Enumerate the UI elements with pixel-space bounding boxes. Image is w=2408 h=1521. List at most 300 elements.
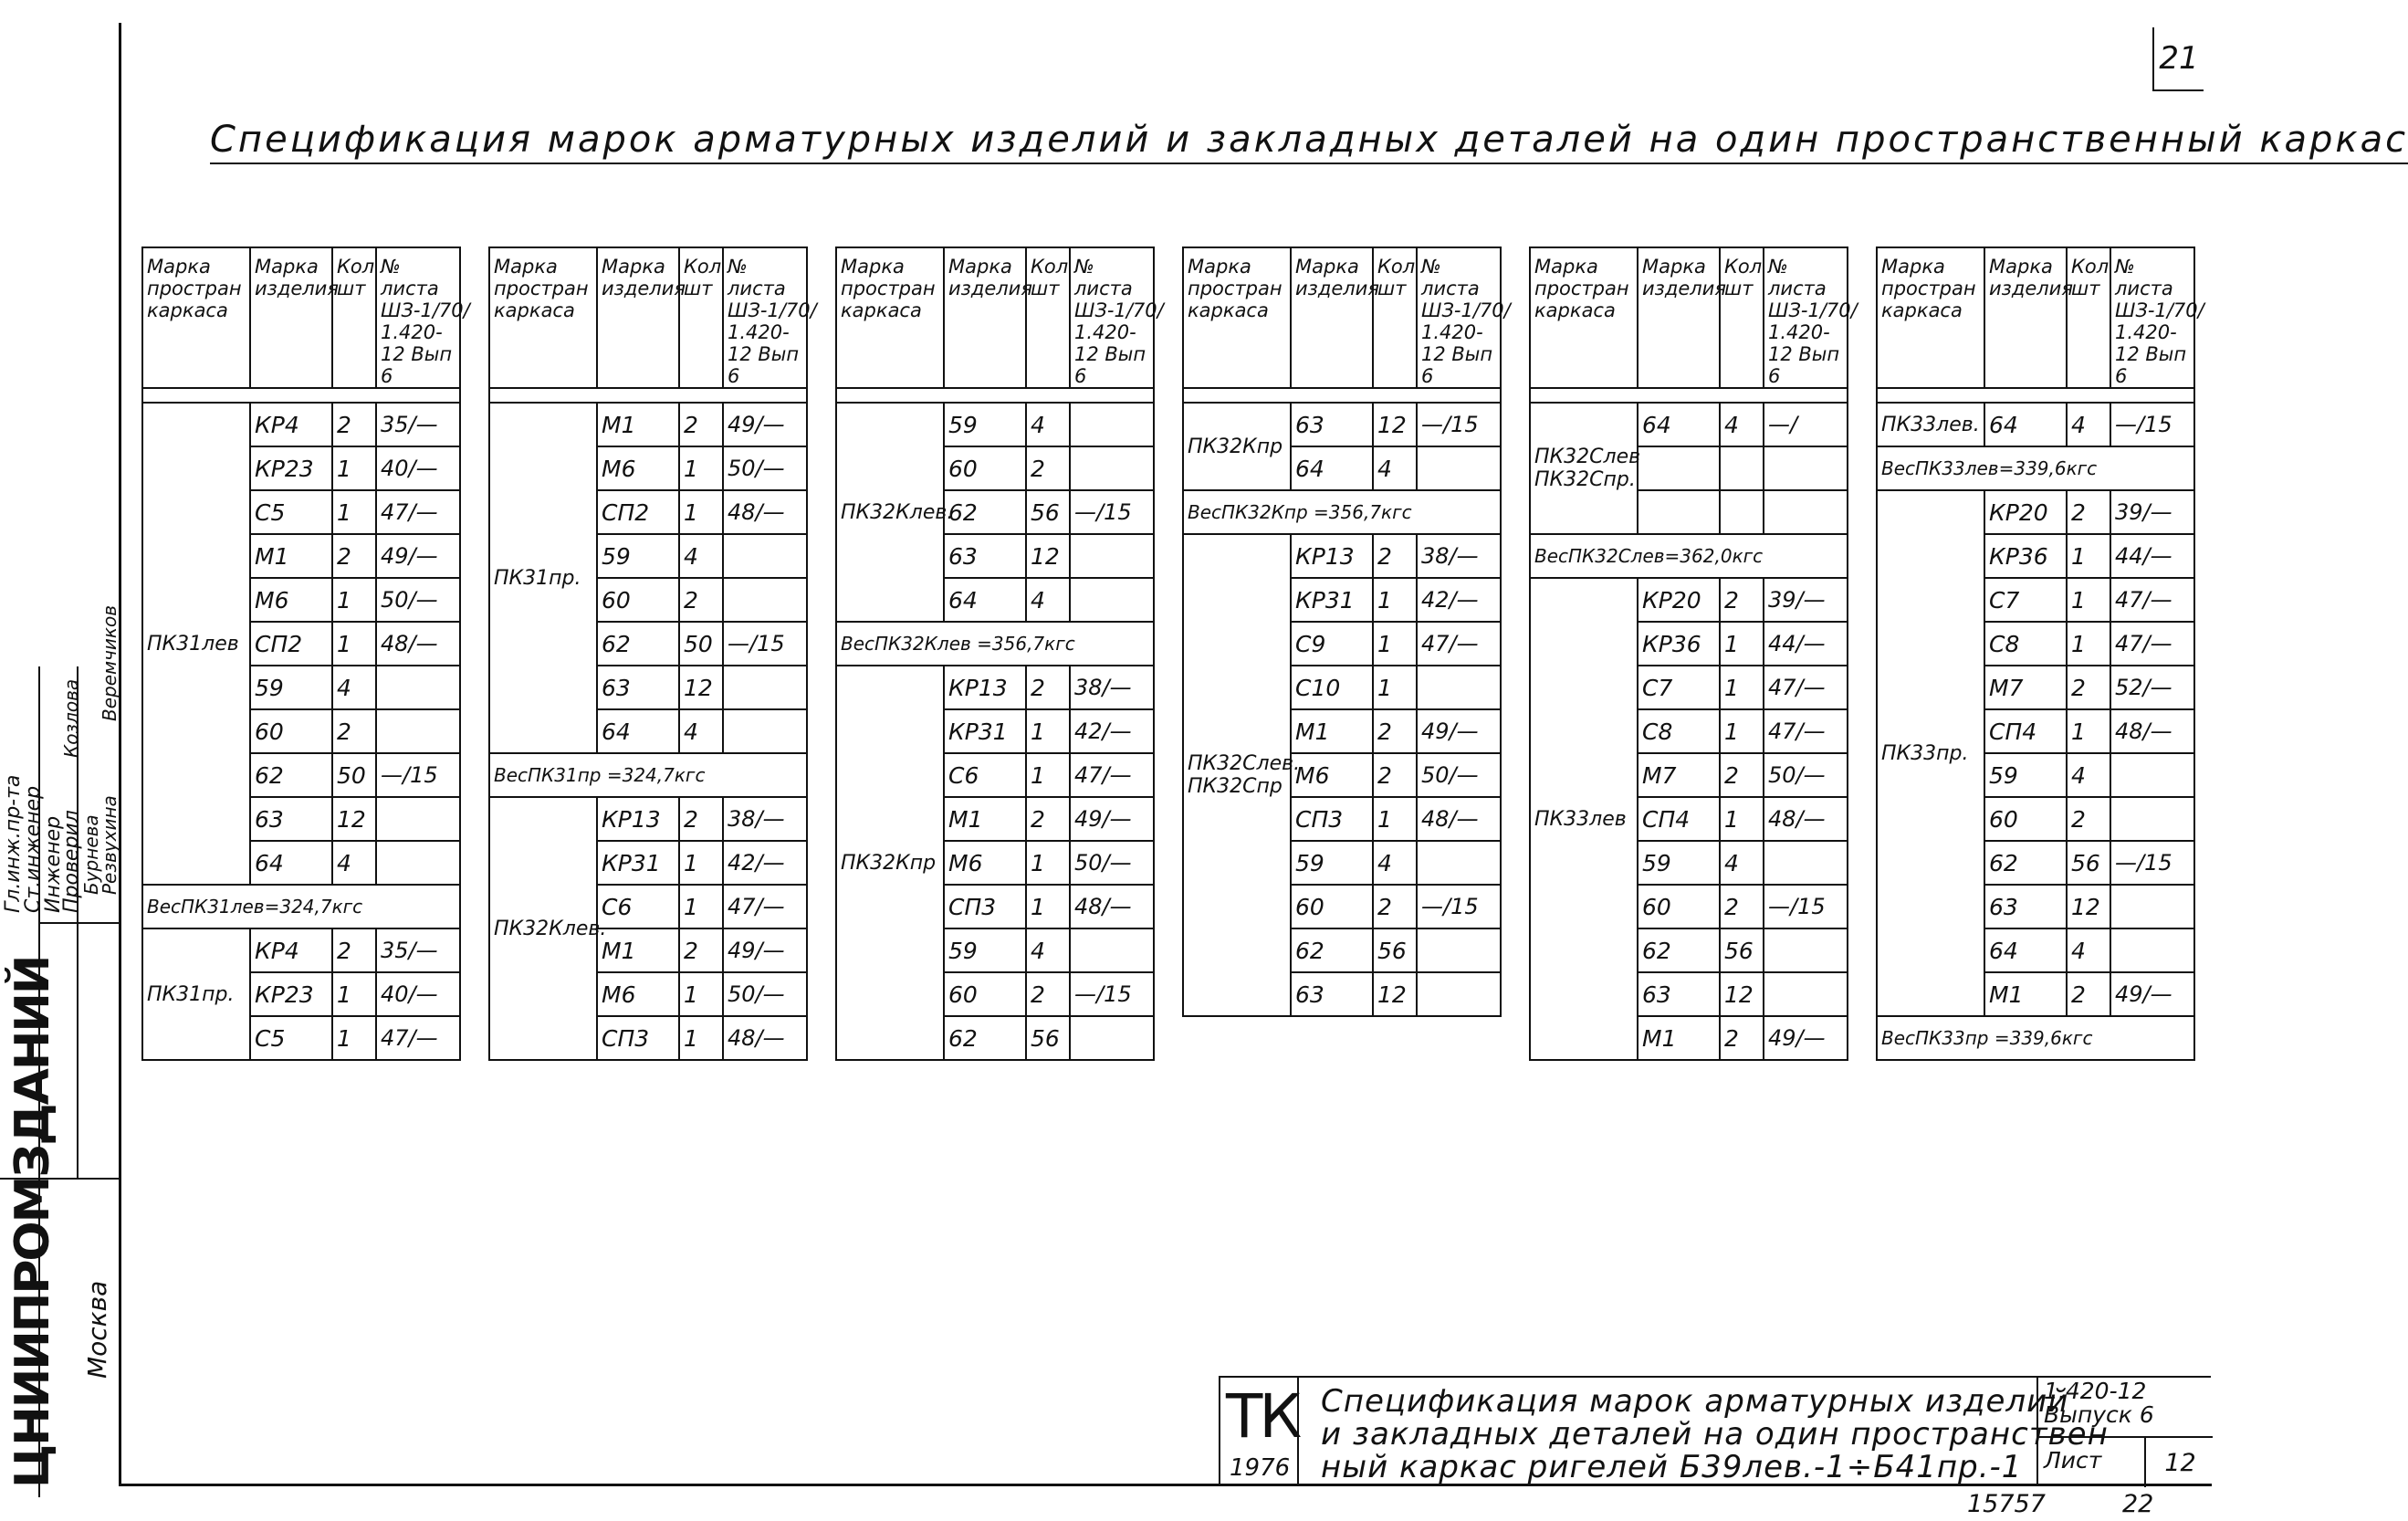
- table-row: [836, 403, 1154, 446]
- sheet-ref-cell: [1070, 534, 1154, 578]
- qty-cell: 1: [679, 972, 723, 1016]
- item-mark-cell: СП2: [250, 622, 332, 666]
- weight-cell: ВесПК31лев=324,7кгс: [142, 885, 460, 928]
- stamp-role-4: Проверил: [60, 810, 83, 913]
- sheet-ref-cell: [723, 666, 807, 709]
- sheet-ref-cell: 48/—: [723, 490, 807, 534]
- item-mark-cell: С5: [250, 490, 332, 534]
- desc-line-1: Спецификация марок арматурных изделий: [1321, 1383, 2069, 1420]
- qty-cell: 2: [1026, 446, 1070, 490]
- frame-mark-cell: ПК33лев.: [1877, 403, 1984, 446]
- item-mark-cell: СП3: [944, 885, 1026, 928]
- qty-cell: 1: [332, 446, 376, 490]
- sheet-ref-cell: —/15: [376, 753, 460, 797]
- qty-cell: 12: [332, 797, 376, 841]
- col-header-sheet: № листа ШЗ-1/70/ 1.420-12 Вып 6: [1070, 247, 1154, 388]
- weight-cell: ВесПК32Слев=362,0кгс: [1530, 534, 1848, 578]
- table-row: [1877, 403, 2194, 446]
- frame-mark-cell: ПК32Слев. ПК32Спр: [1183, 534, 1291, 1016]
- item-mark-cell: 62: [250, 753, 332, 797]
- spec-table-3: [835, 247, 1164, 1061]
- sheet-ref-cell: 49/—: [1070, 797, 1154, 841]
- qty-cell: 56: [1026, 1016, 1070, 1060]
- sheet-ref-cell: 35/—: [376, 403, 460, 446]
- qty-cell: 2: [2067, 666, 2110, 709]
- sheet-ref-cell: [1764, 928, 1848, 972]
- item-mark-cell: СП4: [1638, 797, 1720, 841]
- col-header-sheet: № листа ШЗ-1/70/ 1.420-12 Вып 6: [2110, 247, 2194, 388]
- page-number: 21: [2152, 27, 2204, 91]
- col-header-qty: Кол шт: [679, 247, 723, 388]
- title-block-code-cell: [2036, 1378, 2213, 1485]
- qty-cell: 1: [1720, 709, 1764, 753]
- qty-cell: 2: [679, 797, 723, 841]
- qty-cell: 2: [1026, 666, 1070, 709]
- spec-table-5: [1529, 247, 1858, 1061]
- qty-cell: 1: [332, 1016, 376, 1060]
- item-mark-cell: 63: [1291, 403, 1373, 446]
- frame-mark-cell: ПК33лев: [1530, 578, 1638, 1060]
- item-mark-cell: 63: [1638, 972, 1720, 1016]
- sheet-ref-cell: [2110, 753, 2194, 797]
- tk-logo: ТК: [1226, 1381, 1299, 1452]
- sheet-ref-cell: [376, 709, 460, 753]
- sheet-ref-cell: —/15: [1417, 403, 1501, 446]
- item-mark-cell: КР13: [944, 666, 1026, 709]
- item-mark-cell: [1638, 490, 1720, 534]
- table-row: [1530, 403, 1848, 446]
- item-mark-cell: М1: [1984, 972, 2067, 1016]
- item-mark-cell: 62: [1638, 928, 1720, 972]
- sheet-ref-cell: 48/—: [1764, 797, 1848, 841]
- stamp-role-1: Гл.инж.пр-та: [2, 774, 25, 913]
- item-mark-cell: М6: [597, 972, 679, 1016]
- item-mark-cell: КР23: [250, 972, 332, 1016]
- col-header-item: Марка изделия: [1291, 247, 1373, 388]
- frame-mark-cell: ПК32Кпр: [1183, 403, 1291, 490]
- item-mark-cell: С5: [250, 1016, 332, 1060]
- item-mark-cell: 64: [1291, 446, 1373, 490]
- sheet-ref-cell: —/15: [1764, 885, 1848, 928]
- item-mark-cell: 64: [597, 709, 679, 753]
- sheet-ref-cell: [1764, 841, 1848, 885]
- item-mark-cell: 62: [597, 622, 679, 666]
- sheet-ref-cell: 49/—: [1764, 1016, 1848, 1060]
- sheet-ref-cell: 47/—: [2110, 622, 2194, 666]
- qty-cell: 1: [1026, 841, 1070, 885]
- item-mark-cell: СП2: [597, 490, 679, 534]
- item-mark-cell: [1638, 446, 1720, 490]
- sheet-ref-cell: 42/—: [1070, 709, 1154, 753]
- item-mark-cell: СП3: [1291, 797, 1373, 841]
- qty-cell: 56: [1373, 928, 1417, 972]
- sheet-ref-cell: —/15: [1417, 885, 1501, 928]
- table-row: [142, 928, 460, 972]
- qty-cell: 12: [1373, 972, 1417, 1016]
- year: 1976: [1230, 1454, 1291, 1482]
- sheet-ref-cell: [723, 578, 807, 622]
- table-row: [1530, 578, 1848, 622]
- qty-cell: 1: [1373, 797, 1417, 841]
- col-header-qty: Кол шт: [1720, 247, 1764, 388]
- col-header-item: Марка изделия: [597, 247, 679, 388]
- qty-cell: 2: [1373, 709, 1417, 753]
- qty-cell: 2: [679, 403, 723, 446]
- qty-cell: 50: [679, 622, 723, 666]
- weight-cell: ВесПК33пр =339,6кгс: [1877, 1016, 2194, 1060]
- sheet-ref-cell: 48/—: [1417, 797, 1501, 841]
- weight-cell: ВесПК33лев=339,6кгс: [1877, 446, 2194, 490]
- sheet-ref-cell: 35/—: [376, 928, 460, 972]
- item-mark-cell: КР31: [597, 841, 679, 885]
- sheet-ref-cell: 47/—: [1070, 753, 1154, 797]
- qty-cell: 1: [332, 972, 376, 1016]
- header-gap: [1877, 388, 2194, 403]
- qty-cell: 12: [1026, 534, 1070, 578]
- sheet-ref-cell: [1417, 446, 1501, 490]
- item-mark-cell: 59: [944, 928, 1026, 972]
- qty-cell: 2: [332, 534, 376, 578]
- sheet-cell: [2038, 1436, 2213, 1487]
- tk-cell: [1220, 1378, 1299, 1485]
- sheet-ref-cell: —/15: [1070, 490, 1154, 534]
- qty-cell: 1: [679, 490, 723, 534]
- item-mark-cell: КР20: [1984, 490, 2067, 534]
- qty-cell: 1: [1720, 797, 1764, 841]
- weight-cell: ВесПК32Кпр =356,7кгс: [1183, 490, 1501, 534]
- item-mark-cell: М1: [597, 403, 679, 446]
- qty-cell: 2: [1026, 797, 1070, 841]
- sheet-ref-cell: [376, 797, 460, 841]
- qty-cell: 2: [1720, 753, 1764, 797]
- item-mark-cell: 60: [250, 709, 332, 753]
- desc-line-3: ный каркас ригелей Б39лев.-1÷Б41пр.-1: [1321, 1449, 2023, 1485]
- stamp-name-4: Веремчиков: [99, 604, 120, 721]
- stamp-name-2: Резвухина: [99, 795, 120, 895]
- col-header-item: Марка изделия: [944, 247, 1026, 388]
- sheet-ref-cell: 48/—: [2110, 709, 2194, 753]
- item-mark-cell: 60: [1984, 797, 2067, 841]
- sheet-ref-cell: —/15: [2110, 403, 2194, 446]
- table-row: [489, 797, 807, 841]
- sheet-ref-cell: 39/—: [2110, 490, 2194, 534]
- qty-cell: 1: [679, 1016, 723, 1060]
- sheet-ref-cell: [723, 709, 807, 753]
- qty-cell: 4: [2067, 753, 2110, 797]
- qty-cell: 2: [1720, 885, 1764, 928]
- item-mark-cell: М1: [1291, 709, 1373, 753]
- header-gap: [142, 388, 460, 403]
- item-mark-cell: 64: [1638, 403, 1720, 446]
- col-header-sheet: № листа ШЗ-1/70/ 1.420-12 Вып 6: [1764, 247, 1848, 388]
- qty-cell: 2: [2067, 490, 2110, 534]
- item-mark-cell: КР36: [1638, 622, 1720, 666]
- item-mark-cell: М6: [597, 446, 679, 490]
- qty-cell: 1: [2067, 709, 2110, 753]
- sheet-ref-cell: [723, 534, 807, 578]
- qty-cell: 1: [1373, 622, 1417, 666]
- sheet-ref-cell: [1764, 972, 1848, 1016]
- stamp-name-1: Бурнева: [80, 814, 102, 895]
- qty-cell: [1720, 446, 1764, 490]
- qty-cell: 1: [2067, 622, 2110, 666]
- sheet-ref-cell: 40/—: [376, 446, 460, 490]
- sheet-ref-cell: [1070, 446, 1154, 490]
- sheet-ref-cell: 47/—: [1764, 666, 1848, 709]
- item-mark-cell: КР36: [1984, 534, 2067, 578]
- table-row: [1877, 490, 2194, 534]
- item-mark-cell: М6: [1291, 753, 1373, 797]
- sheet-ref-cell: 49/—: [376, 534, 460, 578]
- qty-cell: 1: [679, 446, 723, 490]
- item-mark-cell: 59: [250, 666, 332, 709]
- col-header-qty: Кол шт: [332, 247, 376, 388]
- sheet-ref-cell: 42/—: [1417, 578, 1501, 622]
- col-header-item: Марка изделия: [1638, 247, 1720, 388]
- col-header-item: Марка изделия: [1984, 247, 2067, 388]
- item-mark-cell: КР23: [250, 446, 332, 490]
- item-mark-cell: КР31: [1291, 578, 1373, 622]
- sheet-ref-cell: —/: [1764, 403, 1848, 446]
- qty-cell: [1720, 490, 1764, 534]
- qty-cell: 2: [2067, 797, 2110, 841]
- sheet-ref-cell: [2110, 797, 2194, 841]
- sheet-ref-cell: [1070, 578, 1154, 622]
- frame-mark-cell: ПК32Кпр: [836, 666, 944, 1060]
- frame-mark-cell: ПК32Слев ПК32Спр.: [1530, 403, 1638, 534]
- qty-cell: 2: [332, 709, 376, 753]
- qty-cell: 1: [332, 622, 376, 666]
- qty-cell: 4: [1373, 446, 1417, 490]
- page-title: Спецификация марок арматурных изделий и закладных деталей на один пространственный каркас: [210, 119, 2408, 164]
- stamp-city: Москва: [82, 1280, 112, 1379]
- sheet-ref-cell: 48/—: [1070, 885, 1154, 928]
- item-mark-cell: 60: [1291, 885, 1373, 928]
- frame-mark-cell: ПК31пр.: [489, 403, 597, 753]
- sheet-ref-cell: [1070, 1016, 1154, 1060]
- desc-line-2: и закладных деталей на один пространствен: [1321, 1416, 2109, 1453]
- qty-cell: 1: [332, 490, 376, 534]
- item-mark-cell: М1: [944, 797, 1026, 841]
- qty-cell: 1: [1373, 666, 1417, 709]
- item-mark-cell: 62: [944, 1016, 1026, 1060]
- item-mark-cell: 64: [1984, 403, 2067, 446]
- item-mark-cell: С9: [1291, 622, 1373, 666]
- spec-table-2: [488, 247, 817, 1061]
- sheet-ref-cell: —/15: [1070, 972, 1154, 1016]
- title-block: [1219, 1376, 2211, 1485]
- qty-cell: 4: [1720, 403, 1764, 446]
- qty-cell: 4: [332, 666, 376, 709]
- sheet-ref-cell: [1070, 403, 1154, 446]
- sheet-ref-cell: [376, 841, 460, 885]
- qty-cell: 1: [1720, 622, 1764, 666]
- item-mark-cell: 59: [597, 534, 679, 578]
- item-mark-cell: 62: [1291, 928, 1373, 972]
- qty-cell: 4: [332, 841, 376, 885]
- sheet-ref-cell: 49/—: [723, 928, 807, 972]
- series-code: 1.420-12: [2044, 1378, 2147, 1404]
- sheet-ref-cell: 39/—: [1764, 578, 1848, 622]
- frame-mark-cell: ПК32Клев.: [489, 797, 597, 1060]
- item-mark-cell: М1: [597, 928, 679, 972]
- sheet-ref-cell: 50/—: [723, 972, 807, 1016]
- sheet-ref-cell: 47/—: [1764, 709, 1848, 753]
- qty-cell: 4: [2067, 403, 2110, 446]
- table-row: [1183, 403, 1501, 446]
- col-header-frame: Марка простран каркаса: [1183, 247, 1291, 388]
- item-mark-cell: 59: [944, 403, 1026, 446]
- sheet-ref-cell: 47/—: [2110, 578, 2194, 622]
- stamp-role-3: Инженер: [42, 815, 65, 913]
- header-gap: [1183, 388, 1501, 403]
- frame-mark-cell: ПК31пр.: [142, 928, 250, 1060]
- item-mark-cell: 63: [597, 666, 679, 709]
- qty-cell: 2: [679, 928, 723, 972]
- qty-cell: 1: [1720, 666, 1764, 709]
- item-mark-cell: 64: [250, 841, 332, 885]
- stamp-org: ЦНИИПРОМЗДАНИЙ: [5, 956, 60, 1488]
- sheet-ref-cell: [2110, 885, 2194, 928]
- weight-cell: ВесПК32Клев =356,7кгс: [836, 622, 1154, 666]
- code: [2044, 1379, 2154, 1427]
- sheet-number: 12: [2144, 1438, 2214, 1487]
- sheet-ref-cell: 50/—: [1070, 841, 1154, 885]
- qty-cell: 2: [332, 403, 376, 446]
- item-mark-cell: С10: [1291, 666, 1373, 709]
- sheet-ref-cell: 48/—: [723, 1016, 807, 1060]
- sheet-ref-cell: 44/—: [2110, 534, 2194, 578]
- header-gap: [836, 388, 1154, 403]
- col-header-sheet: № листа ШЗ-1/70/ 1.420-12 Вып 6: [1417, 247, 1501, 388]
- sheet-ref-cell: 40/—: [376, 972, 460, 1016]
- frame-mark-cell: ПК31лев: [142, 403, 250, 885]
- item-mark-cell: 63: [944, 534, 1026, 578]
- qty-cell: 56: [2067, 841, 2110, 885]
- header-gap: [489, 388, 807, 403]
- item-mark-cell: КР4: [250, 928, 332, 972]
- spec-table-6: [1876, 247, 2204, 1061]
- stamp-role-2: Ст.инженер: [22, 785, 45, 913]
- item-mark-cell: 59: [1638, 841, 1720, 885]
- qty-cell: 2: [1373, 534, 1417, 578]
- col-header-qty: Кол шт: [1026, 247, 1070, 388]
- item-mark-cell: М6: [250, 578, 332, 622]
- weight-cell: ВесПК31пр =324,7кгс: [489, 753, 807, 797]
- sheet-ref-cell: [1417, 928, 1501, 972]
- col-header-sheet: № листа ШЗ-1/70/ 1.420-12 Вып 6: [723, 247, 807, 388]
- col-header-frame: Марка простран каркаса: [1877, 247, 1984, 388]
- item-mark-cell: 60: [1638, 885, 1720, 928]
- item-mark-cell: 60: [944, 446, 1026, 490]
- sheet-ref-cell: 42/—: [723, 841, 807, 885]
- qty-cell: 2: [2067, 972, 2110, 1016]
- sheet-ref-cell: [1417, 666, 1501, 709]
- sheet-ref-cell: 38/—: [723, 797, 807, 841]
- sheet-ref-cell: —/15: [723, 622, 807, 666]
- qty-cell: 12: [1720, 972, 1764, 1016]
- item-mark-cell: 62: [944, 490, 1026, 534]
- header-gap: [1530, 388, 1848, 403]
- col-header-frame: Марка простран каркаса: [489, 247, 597, 388]
- item-mark-cell: С7: [1984, 578, 2067, 622]
- qty-cell: 4: [1720, 841, 1764, 885]
- item-mark-cell: 63: [1291, 972, 1373, 1016]
- qty-cell: 1: [679, 885, 723, 928]
- qty-cell: 4: [679, 534, 723, 578]
- qty-cell: 1: [1026, 753, 1070, 797]
- item-mark-cell: 59: [1984, 753, 2067, 797]
- qty-cell: 1: [1373, 578, 1417, 622]
- approval-stamp: [0, 604, 120, 1497]
- footer-page-number: 22: [2122, 1490, 2154, 1518]
- sheet-ref-cell: 50/—: [1417, 753, 1501, 797]
- sheet-ref-cell: [376, 666, 460, 709]
- qty-cell: 2: [679, 578, 723, 622]
- sheet-ref-cell: 47/—: [376, 490, 460, 534]
- col-header-frame: Марка простран каркаса: [142, 247, 250, 388]
- qty-cell: 1: [1026, 885, 1070, 928]
- item-mark-cell: 64: [944, 578, 1026, 622]
- spec-table-4: [1182, 247, 1511, 1017]
- item-mark-cell: С8: [1984, 622, 2067, 666]
- item-mark-cell: 63: [250, 797, 332, 841]
- sheet-ref-cell: [1764, 446, 1848, 490]
- qty-cell: 12: [2067, 885, 2110, 928]
- frame-mark-cell: ПК32Клев.: [836, 403, 944, 622]
- sheet-ref-cell: [1070, 928, 1154, 972]
- item-mark-cell: С6: [944, 753, 1026, 797]
- col-header-frame: Марка простран каркаса: [1530, 247, 1638, 388]
- qty-cell: 2: [332, 928, 376, 972]
- sheet-ref-cell: 52/—: [2110, 666, 2194, 709]
- item-mark-cell: КР13: [1291, 534, 1373, 578]
- sheet-label: Лист: [2044, 1447, 2102, 1474]
- col-header-frame: Марка простран каркаса: [836, 247, 944, 388]
- item-mark-cell: КР13: [597, 797, 679, 841]
- frame-mark-cell: ПК33пр.: [1877, 490, 1984, 1016]
- qty-cell: 1: [2067, 534, 2110, 578]
- qty-cell: 2: [1720, 1016, 1764, 1060]
- qty-cell: 1: [679, 841, 723, 885]
- item-mark-cell: С8: [1638, 709, 1720, 753]
- stamp-name-3: Козлова: [60, 678, 82, 758]
- qty-cell: 2: [1373, 885, 1417, 928]
- col-header-item: Марка изделия: [250, 247, 332, 388]
- spec-table-1: [141, 247, 470, 1061]
- item-mark-cell: С7: [1638, 666, 1720, 709]
- sheet-ref-cell: 48/—: [376, 622, 460, 666]
- qty-cell: 12: [679, 666, 723, 709]
- item-mark-cell: 62: [1984, 841, 2067, 885]
- table-row: [1183, 534, 1501, 578]
- sheet-ref-cell: 38/—: [1417, 534, 1501, 578]
- table-row: [836, 666, 1154, 709]
- col-header-sheet: № листа ШЗ-1/70/ 1.420-12 Вып 6: [376, 247, 460, 388]
- table-row: [489, 403, 807, 446]
- sheet-ref-cell: 49/—: [723, 403, 807, 446]
- title-block-description: [1321, 1385, 2109, 1484]
- qty-cell: 2: [1720, 578, 1764, 622]
- qty-cell: 50: [332, 753, 376, 797]
- archive-number: 15757: [1967, 1490, 2046, 1518]
- col-header-qty: Кол шт: [2067, 247, 2110, 388]
- qty-cell: 56: [1026, 490, 1070, 534]
- col-header-qty: Кол шт: [1373, 247, 1417, 388]
- item-mark-cell: КР4: [250, 403, 332, 446]
- item-mark-cell: М1: [1638, 1016, 1720, 1060]
- sheet-ref-cell: 50/—: [376, 578, 460, 622]
